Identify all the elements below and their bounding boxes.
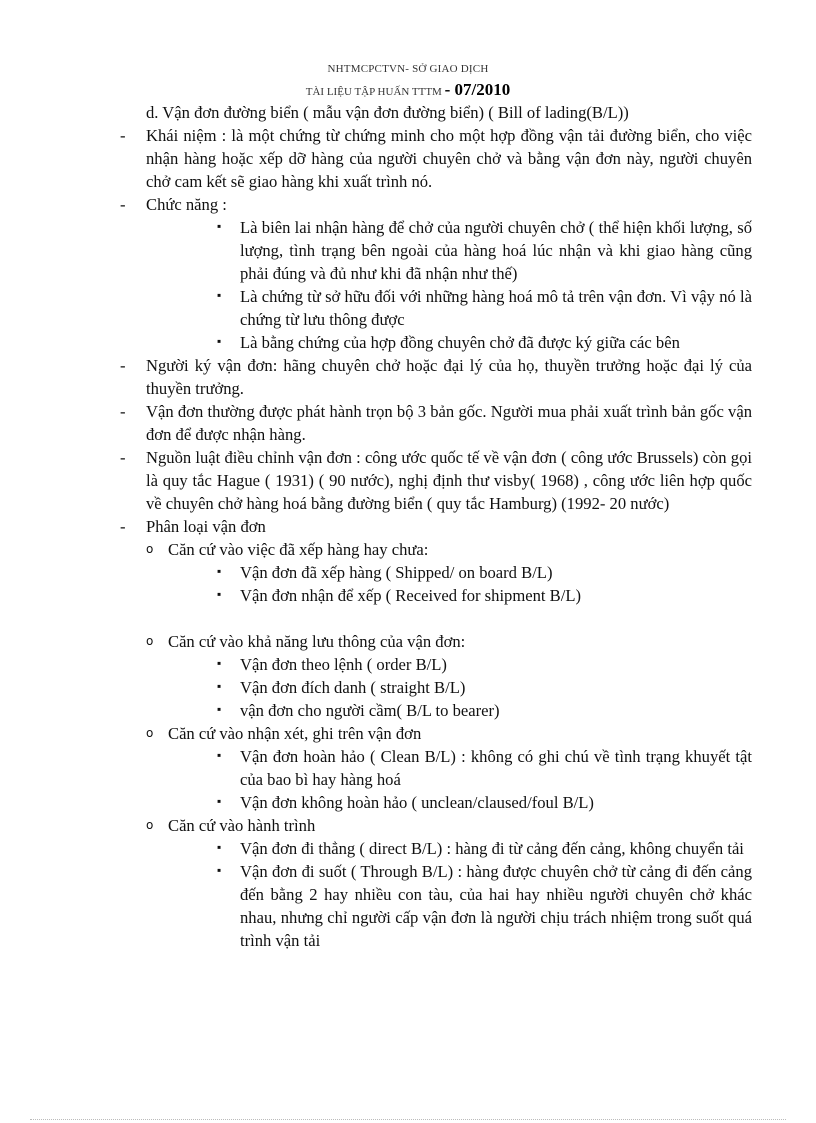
list-item (116, 837, 752, 860)
header-organization: NHTMCPCTVN- SỞ GIAO DỊCH (327, 63, 489, 75)
page-footer-rule (30, 1119, 786, 1120)
list-item-text: Người ký vận đơn: hãng chuyên chở hoặc đại lý của họ, thuyền trưởng hoặc đại lý của thuyền trưởng. (146, 356, 752, 398)
circle-bullet: o (146, 818, 154, 832)
dash-bullet: - (120, 126, 126, 145)
list-item (116, 745, 752, 791)
list-item (116, 193, 752, 216)
list-item (116, 676, 752, 699)
list-item (116, 331, 752, 354)
dash-bullet: - (120, 195, 126, 214)
list-item-text: Phân loại vận đơn (146, 517, 266, 536)
list-item (116, 561, 752, 584)
square-bullet-icon: ▪ (217, 702, 222, 716)
dash-bullet: - (120, 517, 126, 536)
list-item (116, 584, 752, 607)
list-item (116, 515, 752, 538)
list-item (116, 722, 752, 745)
list-item-text: Căn cứ vào hành trình (168, 816, 316, 835)
square-bullet-icon: ▪ (217, 748, 222, 762)
list-item (116, 400, 752, 446)
list-item (116, 124, 752, 193)
dash-bullet: - (120, 356, 126, 375)
dash-bullet: - (120, 402, 126, 421)
item-list (116, 124, 752, 952)
square-bullet-icon: ▪ (217, 794, 222, 808)
header-date: - 07/2010 (444, 80, 511, 99)
list-item-text: Vận đơn đi suốt ( Through B/L) : hàng được chuyên chở từ cảng đi đến cảng đến bằng 2 hay nhiều con tàu, của hai hay nhiều người chuyên chở khác nhau, nhưng chỉ người cấp vận đơn là người chịu trách nhiệm trong suốt quá trình vận tải (240, 862, 752, 950)
header-doc-label: TÀI LIỆU TẬP HUẤN TTTM (305, 86, 442, 98)
list-item (116, 354, 752, 400)
list-item-text: Là chứng từ sở hữu đối với những hàng hoá mô tả trên vận đơn. Vì vậy nó là chứng từ lưu thông được (240, 287, 752, 329)
list-item-text: Căn cứ vào nhận xét, ghi trên vận đơn (168, 724, 422, 743)
list-item (116, 699, 752, 722)
list-item (116, 285, 752, 331)
square-bullet-icon: ▪ (217, 863, 222, 877)
circle-bullet: o (146, 634, 154, 648)
list-item (116, 791, 752, 814)
list-item-text: Là bằng chứng của hợp đồng chuyên chở đã được ký giữa các bên (240, 333, 680, 352)
list-item (116, 860, 752, 952)
document-body (116, 101, 752, 952)
list-item-text: Vận đơn không hoàn hảo ( unclean/claused/foul B/L) (240, 793, 594, 812)
list-item-text: Là biên lai nhận hàng để chở của người chuyên chở ( thể hiện khối lượng, số lượng, tình trạng bên ngoài của hàng hoá lúc nhận và khi giao hàng cũng phải đúng và đủ như khi đã nhận như thế) (240, 218, 752, 283)
list-item-text: Nguồn luật điều chỉnh vận đơn : công ước quốc tế về vận đơn ( công ước Brussels) còn gọi là quy tắc Hague ( 1931) ( 90 nước), nghị định thư visby( 1968) , công ước liên hợp quốc về chuyên chở hàng hoá bằng đường biển ( quy tắc Hamburg) (1992- 20 nước) (146, 448, 752, 513)
list-item (116, 814, 752, 837)
list-item-text: Căn cứ vào việc đã xếp hàng hay chưa: (168, 540, 429, 559)
list-item (116, 446, 752, 515)
list-item-text: Vận đơn thường được phát hành trọn bộ 3 bản gốc. Người mua phải xuất trình bản gốc vận đơn để được nhận hàng. (146, 402, 752, 444)
list-item-text: Vận đơn đã xếp hàng ( Shipped/ on board B/L) (240, 563, 553, 582)
spacer (116, 607, 752, 630)
square-bullet-icon: ▪ (217, 679, 222, 693)
square-bullet-icon: ▪ (217, 334, 222, 348)
square-bullet-icon: ▪ (217, 564, 222, 578)
list-item-text: vận đơn cho người cầm( B/L to bearer) (240, 701, 500, 720)
section-title: d. Vận đơn đường biển ( mẫu vận đơn đường biển) ( Bill of lading(B/L)) (146, 103, 629, 122)
list-item (116, 216, 752, 285)
square-bullet-icon: ▪ (217, 840, 222, 854)
header-subtitle (0, 80, 816, 100)
list-item (116, 653, 752, 676)
circle-bullet: o (146, 542, 154, 556)
list-item-text: Vận đơn hoàn hảo ( Clean B/L) : không có ghi chú về tình trạng khuyết tật của bao bì hay hàng hoá (240, 747, 752, 789)
dash-bullet: - (120, 448, 126, 467)
circle-bullet: o (146, 726, 154, 740)
list-item-text: Vận đơn đi thẳng ( direct B/L) : hàng đi từ cảng đến cảng, không chuyển tải (240, 839, 744, 858)
list-item (116, 538, 752, 561)
list-item-text: Chức năng : (146, 195, 227, 214)
list-item (116, 630, 752, 653)
list-item-text: Vận đơn theo lệnh ( order B/L) (240, 655, 447, 674)
square-bullet-icon: ▪ (217, 587, 222, 601)
list-item-text: Vận đơn nhận để xếp ( Received for shipment B/L) (240, 586, 582, 605)
square-bullet-icon: ▪ (217, 656, 222, 670)
list-item-text: Vận đơn đích danh ( straight B/L) (240, 678, 466, 697)
list-item-text: Khái niệm : là một chứng từ chứng minh cho một hợp đồng vận tải đường biển, cho việc nhận hàng hoặc xếp dỡ hàng của người chuyên chở và bằng vận đơn này, người chuyên chở cam kết sẽ giao hàng khi xuất trình nó. (146, 126, 752, 191)
list-item-text: Căn cứ vào khả năng lưu thông của vận đơn: (168, 632, 466, 651)
square-bullet-icon: ▪ (217, 288, 222, 302)
square-bullet-icon: ▪ (217, 219, 222, 233)
